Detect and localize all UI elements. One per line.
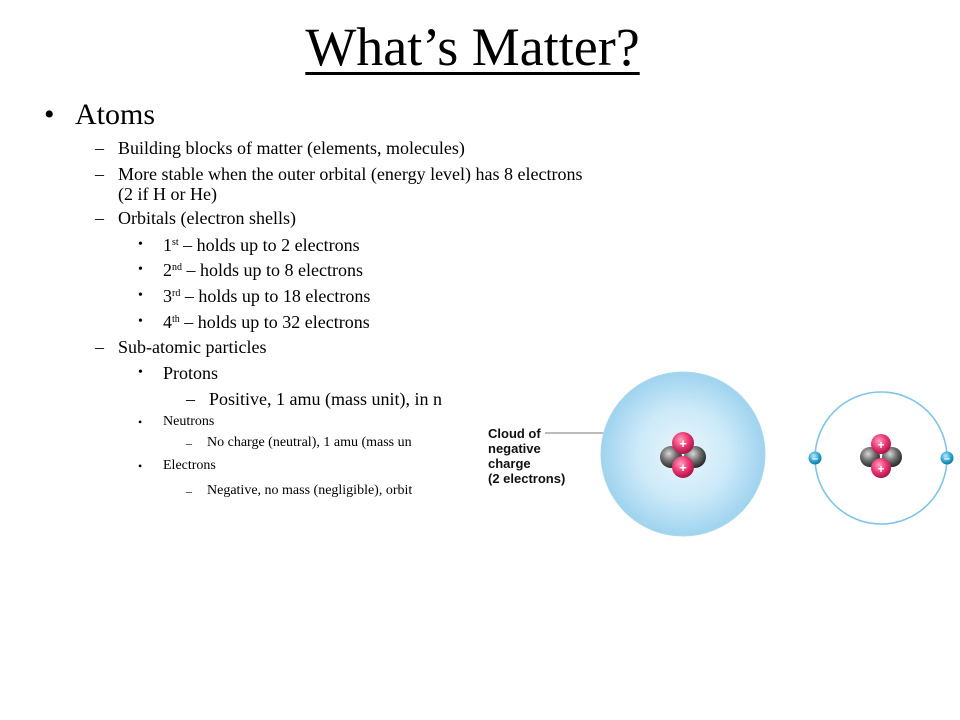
slide-title: What’s Matter? [305, 17, 640, 77]
proton-sign: + [679, 436, 687, 451]
particle-detail: No charge (neutral), 1 amu (mass un [207, 435, 412, 450]
particle-detail: Negative, no mass (negligible), orbit [207, 483, 413, 498]
dash-marker: – [95, 208, 104, 228]
dash-marker: – [186, 389, 195, 409]
atom-diagram [485, 370, 960, 538]
particle-name: Neutrons [163, 414, 215, 429]
dash-marker: – [95, 337, 104, 357]
particle-name: Electrons [163, 458, 216, 473]
bullet-marker: • [138, 314, 143, 329]
particle-detail: Positive, 1 amu (mass unit), in n [209, 389, 442, 409]
proton-sign: + [877, 462, 885, 476]
label-line: negative [488, 441, 541, 456]
bullet-marker: • [138, 237, 143, 252]
nucleus-right [860, 434, 902, 478]
bullet-marker: • [138, 365, 143, 380]
electron-sign: – [943, 453, 951, 465]
proton-sign: + [679, 460, 687, 475]
bullet-marker: • [138, 415, 143, 429]
orbital-text: 4th – holds up to 32 electrons [163, 312, 370, 332]
sub-bullet-text: Building blocks of matter (elements, molecules) [118, 138, 465, 158]
sub-bullet-text: Sub-atomic particles [118, 337, 267, 357]
sub-bullet-text: Orbitals (electron shells) [118, 208, 296, 228]
bullet-marker: • [138, 459, 143, 473]
label-line: (2 electrons) [488, 471, 566, 486]
helium-atom-figure [485, 370, 960, 538]
bullet-marker: • [138, 262, 143, 277]
bullet-marker: • [44, 98, 55, 131]
label-line: charge [488, 456, 531, 471]
bullet-text: Atoms [75, 98, 156, 131]
label-line: Cloud of [488, 426, 541, 441]
sub-bullet-text-line2: (2 if H or He) [118, 184, 217, 204]
particle-name: Protons [163, 363, 219, 383]
cloud-label [488, 426, 565, 486]
dash-marker: – [95, 164, 104, 184]
bullet-marker: • [138, 288, 143, 303]
sub-bullet-text-line1: More stable when the outer orbital (energy level) has 8 electrons [118, 164, 583, 184]
electron-sign: – [811, 453, 819, 465]
dash-marker: – [95, 138, 104, 158]
dash-marker: – [186, 484, 192, 498]
proton-sign: + [877, 438, 885, 452]
orbital-text: 2nd – holds up to 8 electrons [163, 260, 363, 280]
dash-marker: – [186, 436, 192, 450]
orbital-text: 3rd – holds up to 18 electrons [163, 286, 371, 306]
orbital-text: 1st – holds up to 2 electrons [163, 235, 360, 255]
